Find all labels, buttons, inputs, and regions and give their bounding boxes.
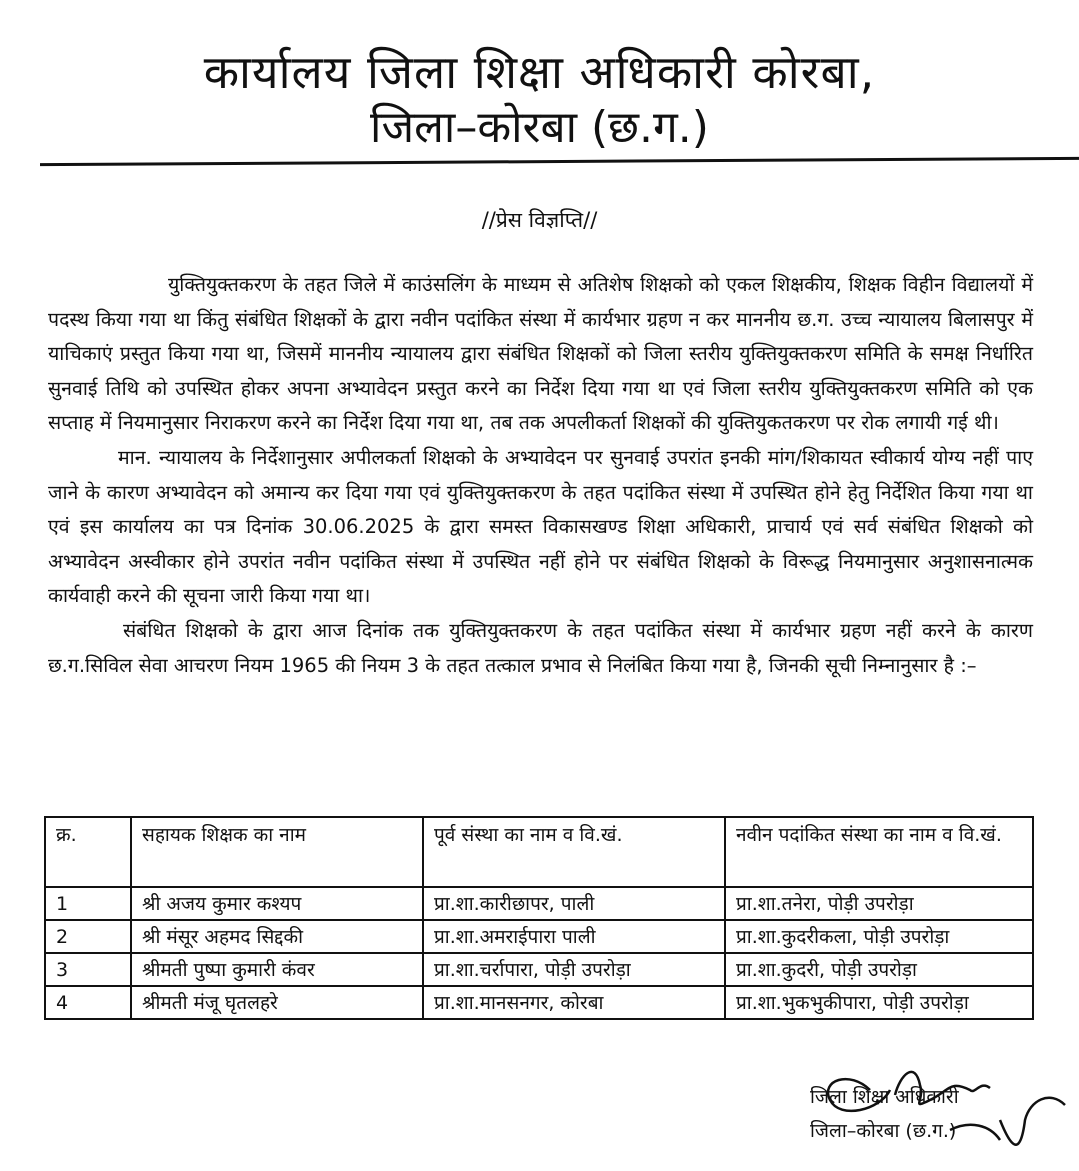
suspended-teachers-table xyxy=(44,816,1034,1020)
office-district: जिला–कोरबा (छ.ग.) xyxy=(370,102,709,153)
cell-teacher-name: श्रीमती पुष्पा कुमारी कंवर xyxy=(131,953,423,986)
cell-new-institution: प्रा.शा.कुदरी, पोड़ी उपरोड़ा xyxy=(725,953,1033,986)
handwritten-signature xyxy=(800,1050,1070,1171)
header-divider xyxy=(40,157,1079,166)
header-serial: क्र. xyxy=(45,817,131,887)
table-row xyxy=(45,953,1033,986)
cell-previous-institution: प्रा.शा.कारीछापर, पाली xyxy=(423,887,725,920)
table-row xyxy=(45,920,1033,953)
header-previous-institution: पूर्व संस्था का नाम व वि.खं. xyxy=(423,817,725,887)
cell-new-institution: प्रा.शा.कुदरीकला, पोड़ी उपरोड़ा xyxy=(725,920,1033,953)
cell-previous-institution: प्रा.शा.अमराईपारा पाली xyxy=(423,920,725,953)
document-body xyxy=(48,268,1033,683)
signatory-title: जिला शिक्षा अधिकारी xyxy=(810,1086,959,1108)
cell-serial: 1 xyxy=(45,887,131,920)
press-release-label: //प्रेस विज्ञप्ति// xyxy=(481,208,598,232)
table-row xyxy=(45,986,1033,1019)
header-new-institution: नवीन पदांकित संस्था का नाम व वि.खं. xyxy=(725,817,1033,887)
cell-teacher-name: श्रीमती मंजू घृतलहरे xyxy=(131,986,423,1019)
office-title: कार्यालय जिला शिक्षा अधिकारी कोरबा, xyxy=(203,45,876,99)
cell-serial: 4 xyxy=(45,986,131,1019)
table-row xyxy=(45,887,1033,920)
cell-previous-institution: प्रा.शा.चर्रापारा, पोड़ी उपरोड़ा xyxy=(423,953,725,986)
table-header-row xyxy=(45,817,1033,887)
cell-serial: 2 xyxy=(45,920,131,953)
header-teacher-name: सहायक शिक्षक का नाम xyxy=(131,817,423,887)
cell-teacher-name: श्री मंसूर अहमद सिद्दकी xyxy=(131,920,423,953)
cell-previous-institution: प्रा.शा.मानसनगर, कोरबा xyxy=(423,986,725,1019)
cell-new-institution: प्रा.शा.भुकभुकीपारा, पोड़ी उपरोड़ा xyxy=(725,986,1033,1019)
cell-serial: 3 xyxy=(45,953,131,986)
paragraph-2: मान. न्यायालय के निर्देशानुसार अपीलकर्ता शिक्षको के अभ्यावेदन पर सुनवाई उपरांत इनकी मांग/शिकायत स्वीकार्य योग्य नहीं पाए जाने के कारण अभ्यावेदन को अमान्य कर दिया गया एवं युक्तियुक्तकरण के तहत पदांकित संस्था में उपस्थित होने हेतु निर्देशित किया गया था एवं इस कार्यालय का पत्र दिनांक 30.06.2025 के द्वारा समस्त विकासखण्ड शिक्षा अधिकारी, प्राचार्य एवं सर्व संबंधित शिक्षको को अभ्यावेदन अस्वीकार होने उपरांत नवीन पदांकित संस्था में उपस्थित नहीं होने पर संबंधित शिक्षको के विरूद्ध नियमानुसार अनुशासनात्मक कार्यवाही करने की सूचना जारी किया गया था। xyxy=(48,445,1033,608)
cell-teacher-name: श्री अजय कुमार कश्यप xyxy=(131,887,423,920)
paragraph-1: युक्तियुक्तकरण के तहत जिले में काउंसलिंग के माध्यम से अतिशेष शिक्षको को एकल शिक्षकीय, शिक्षक विहीन विद्यालयों में पदस्थ किया गया था किंतु संबंधित शिक्षकों के द्वारा नवीन पदांकित संस्था में कार्यभार ग्रहण न कर माननीय छ.ग. उच्च न्यायालय बिलासपुर में याचिकाएं प्रस्तुत किया गया था, जिसमें माननीय न्यायालय द्वारा संबंधित शिक्षकों को जिला स्तरीय युक्तियुक्तकरण समिति के समक्ष निर्धारित सुनवाई तिथि को उपस्थित होकर अपना अभ्यावेदन प्रस्तुत करने का निर्देश दिया गया था एवं जिला स्तरीय युक्तियुक्तकरण समिति को एक सप्ताह में नियमानुसार निराकरण करने का निर्देश दिया गया था, तब तक अपलीकर्ता शिक्षकों की युक्तियुकतकरण पर रोक लगायी गई थी। xyxy=(48,273,1033,435)
signatory-district: जिला–कोरबा (छ.ग.) xyxy=(810,1120,957,1142)
paragraph-3: संबंधित शिक्षको के द्वारा आज दिनांक तक युक्तियुक्तकरण के तहत पदांकित संस्था में कार्यभार ग्रहण नहीं करने के कारण छ.ग.सिविल सेवा आचरण नियम 1965 की नियम 3 के तहत तत्काल प्रभाव से निलंबित किया गया है, जिनकी सूची निम्नानुसार है :– xyxy=(48,618,1033,677)
cell-new-institution: प्रा.शा.तनेरा, पोड़ी उपरोड़ा xyxy=(725,887,1033,920)
